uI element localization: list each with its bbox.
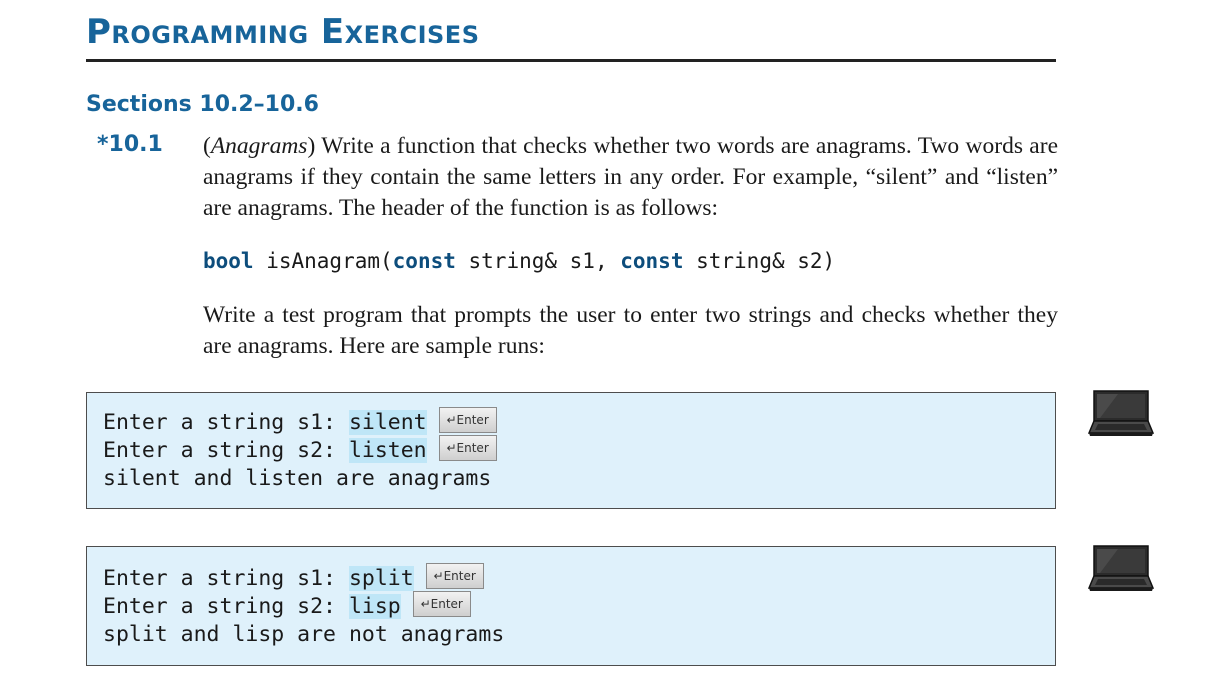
- console-line: [103, 409, 497, 437]
- console-prompt: Enter a string s1:: [103, 566, 349, 591]
- console-output: split and lisp are not anagrams: [103, 622, 505, 647]
- description-text: ) Write a function that checks whether two words are anagrams. Two words are anagrams if they contain the same letters in any order. For example, “silent” and “listen” are anagrams. The header of the function is as follows:: [203, 133, 1058, 221]
- sample-run-console: [86, 392, 1056, 509]
- code-text: string& s2): [683, 249, 836, 273]
- console-input: lisp: [348, 594, 401, 619]
- code-text: string& s1,: [455, 249, 621, 273]
- paren-open: (: [203, 133, 211, 159]
- laptop-icon: [1088, 389, 1154, 439]
- laptop-icon: [1088, 544, 1154, 594]
- page-heading: Programming Exercises: [86, 12, 480, 52]
- console-line: [103, 437, 497, 465]
- code-text: isAnagram(: [253, 249, 393, 273]
- console-input: silent: [348, 410, 427, 435]
- function-header-code: [203, 246, 835, 276]
- console-prompt: Enter a string s2:: [103, 594, 349, 619]
- enter-key-icon: ↵Enter: [413, 591, 471, 617]
- code-keyword: const: [620, 249, 684, 273]
- code-keyword: const: [392, 249, 456, 273]
- console-prompt: Enter a string s2:: [103, 438, 349, 463]
- exercise-description: [203, 131, 1058, 224]
- test-program-description: Write a test program that prompts the user to enter two strings and checks whether they are anagrams. Here are sample runs:: [203, 302, 1058, 359]
- code-keyword: bool: [203, 249, 254, 273]
- enter-key-icon: ↵Enter: [426, 563, 484, 589]
- console-line: [103, 565, 484, 593]
- console-prompt: Enter a string s1:: [103, 410, 349, 435]
- heading-rule: [86, 59, 1056, 62]
- sample-run-console: [86, 546, 1056, 666]
- exercise-title: Anagrams: [210, 133, 308, 159]
- console-input: split: [348, 566, 414, 591]
- enter-key-icon: ↵Enter: [439, 407, 497, 433]
- enter-key-icon: ↵Enter: [439, 435, 497, 461]
- console-output: silent and listen are anagrams: [103, 466, 492, 491]
- exercise-number: *10.1: [97, 132, 163, 157]
- section-title: Sections 10.2–10.6: [86, 92, 319, 117]
- console-input: listen: [348, 438, 427, 463]
- console-line: [103, 593, 471, 621]
